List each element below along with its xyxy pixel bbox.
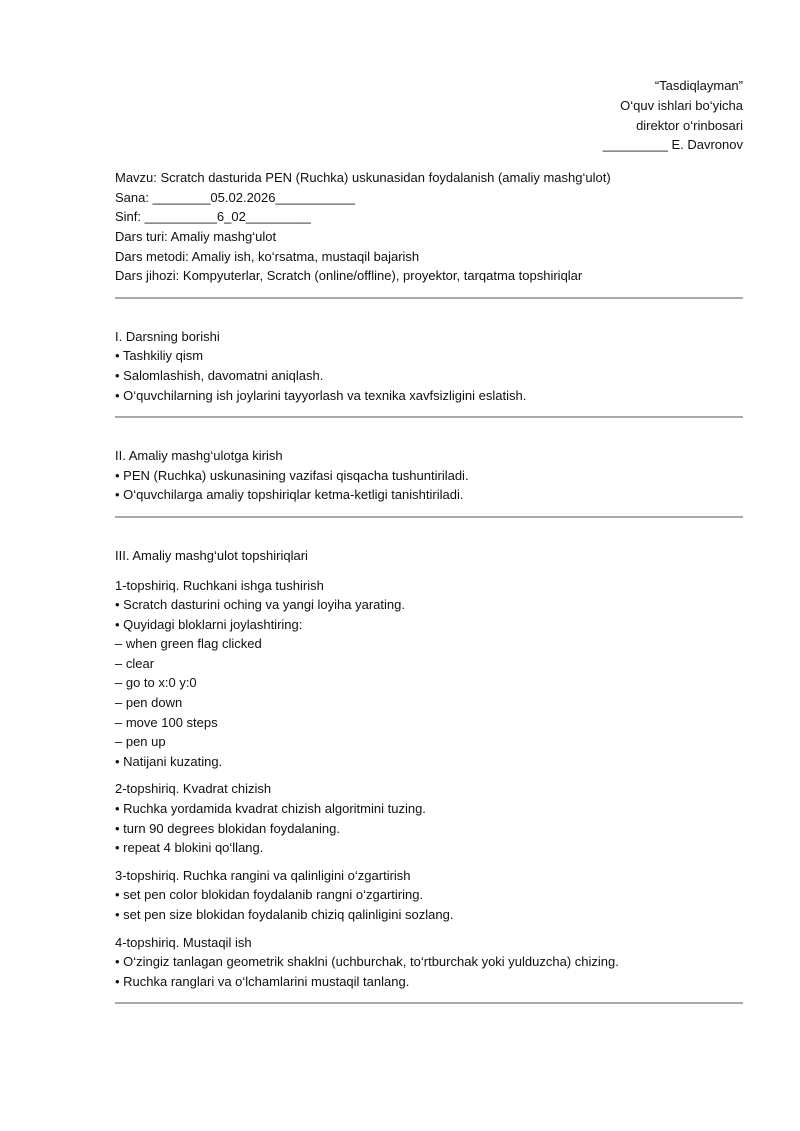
list-item: • Ruchka ranglari va o‘lchamlarini mustaqil tanlang. [115,973,410,989]
block-item: – go to x:0 y:0 [115,675,197,691]
task-3 [115,866,743,925]
list-item: • Ruchka yordamida kvadrat chizish algoritmini tuzing. [115,801,426,817]
block-item: – move 100 steps [115,714,218,730]
approval-signature: _________ E. Davronov [602,137,743,153]
block-item: – when green flag clicked [115,636,262,652]
lesson-type: Dars turi: Amaliy mashg‘ulot [115,228,277,244]
block-item: – pen up [115,734,166,750]
lesson-header [115,168,743,286]
lesson-topic: Mavzu: Scratch dasturida PEN (Ruchka) uskunasidan foydalanish (amaliy mashg‘ulot) [115,170,611,186]
approval-block [115,76,743,155]
task-2 [115,779,743,857]
list-item: • Tashkiliy qism [115,348,204,364]
section-divider [115,516,743,518]
list-item: • Quyidagi bloklarni joylashtiring: [115,616,303,632]
section-divider [115,416,743,418]
section-introduction [115,446,743,505]
list-item: • set pen color blokidan foydalanib rangni o‘zgartiring. [115,887,424,903]
task-title: 1-topshiriq. Ruchkani ishga tushirish [115,577,324,593]
task-4 [115,933,743,992]
section-title: II. Amaliy mashg‘ulotga kirish [115,448,283,464]
list-item: • O‘quvchilarning ish joylarini tayyorlash va texnika xavfsizligini eslatish. [115,387,527,403]
task-1 [115,576,743,772]
list-item: • PEN (Ruchka) uskunasining vazifasi qisqacha tushuntiriladi. [115,467,469,483]
section-divider [115,297,743,299]
section-tasks [115,546,743,991]
list-item: • repeat 4 blokini qo‘llang. [115,840,264,856]
task-title: 4-topshiriq. Mustaqil ish [115,934,252,950]
task-title: 2-topshiriq. Kvadrat chizish [115,781,272,797]
list-item: • Scratch dasturini oching va yangi loyiha yarating. [115,597,405,613]
task-title: 3-topshiriq. Ruchka rangini va qalinligini o‘zgartirish [115,867,411,883]
list-item: • Salomlashish, davomatni aniqlash. [115,367,324,383]
approval-line-1: O‘quv ishlari bo‘yicha [620,97,743,113]
list-item: • turn 90 degrees blokidan foydalaning. [115,820,340,836]
list-item: • O‘quvchilarga amaliy topshiriqlar ketma-ketligi tanishtiriladi. [115,487,464,503]
lesson-equipment: Dars jihozi: Kompyuterlar, Scratch (online/offline), proyektor, tarqatma topshiriqlar [115,268,583,284]
lesson-method: Dars metodi: Amaliy ish, ko‘rsatma, mustaqil bajarish [115,248,420,264]
section-title: I. Darsning borishi [115,328,220,344]
block-item: – clear [115,655,155,671]
list-item: • Natijani kuzating. [115,753,223,769]
list-item: • O‘zingiz tanlagan geometrik shaklni (uchburchak, to‘rtburchak yoki yulduzcha) chizing. [115,954,619,970]
list-item: • set pen size blokidan foydalanib chiziq qalinligini sozlang. [115,907,454,922]
lesson-grade: Sinf: __________6_02_________ [115,209,311,225]
approval-title: “Tasdiqlayman” [654,78,743,93]
section-title: III. Amaliy mashg‘ulot topshiriqlari [115,547,308,563]
section-divider [115,1002,743,1004]
approval-line-2: direktor o‘rinbosari [636,117,743,133]
section-lesson-flow [115,327,743,405]
lesson-date: Sana: ________05.02.2026___________ [115,189,356,205]
block-item: – pen down [115,695,183,711]
